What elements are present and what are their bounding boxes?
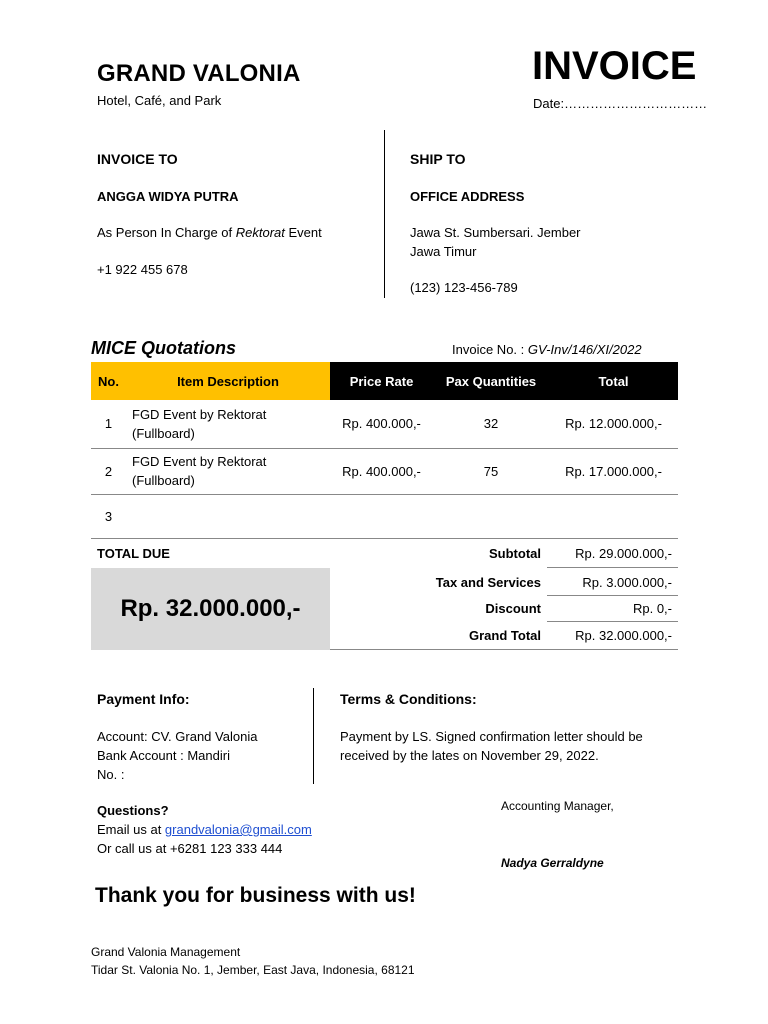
ship-address-line2: Jawa Timur	[410, 244, 477, 259]
client-role-prefix: As Person In Charge of	[97, 225, 236, 240]
invoice-number-value: GV-Inv/146/XI/2022	[527, 342, 642, 357]
row-quantity	[433, 494, 549, 538]
col-total: Total	[549, 362, 678, 400]
company-name: GRAND VALONIA	[97, 60, 301, 87]
col-price: Price Rate	[330, 362, 433, 400]
row-description-line2: (Fullboard)	[132, 425, 195, 441]
payment-bank: Bank Account : Mandiri	[97, 748, 230, 763]
row-quantity: 32	[433, 400, 549, 448]
invoice-title: INVOICE	[532, 44, 697, 88]
payment-account-number: No. :	[97, 767, 125, 782]
grand-total-value: Rp. 32.000.000,-	[575, 628, 672, 643]
col-description: Item Description	[126, 362, 330, 400]
row-description	[126, 448, 330, 494]
grand-total-label: Grand Total	[469, 628, 541, 643]
client-role	[97, 225, 322, 240]
ship-phone: (123) 123-456-789	[410, 280, 518, 295]
questions-email-prefix: Email us at	[97, 822, 165, 837]
questions-phone: Or call us at +6281 123 333 444	[97, 841, 283, 856]
payment-info-heading: Payment Info:	[97, 691, 190, 707]
client-role-event: Rektorat	[235, 225, 285, 240]
row-no: 1	[91, 400, 126, 448]
quotation-title: MICE Quotations	[91, 338, 236, 358]
subtotal-label: Subtotal	[489, 546, 541, 561]
table-header-row	[91, 362, 678, 400]
row-no: 2	[91, 448, 126, 494]
discount-value: Rp. 0,-	[632, 601, 672, 616]
row-total: Rp. 17.000.000,-	[549, 448, 678, 494]
subtotal-value: Rp. 29.000.000,-	[575, 546, 672, 561]
discount-label: Discount	[485, 601, 541, 616]
footer-address: Tidar St. Valonia No. 1, Jember, East Java, Indonesia, 68121	[91, 963, 415, 977]
tax-value: Rp. 3.000.000,-	[582, 575, 672, 590]
table-row	[91, 400, 678, 448]
ship-address-line1: Jawa St. Sumbersari. Jember	[410, 225, 581, 240]
row-description	[126, 494, 330, 538]
ship-to-label: OFFICE ADDRESS	[410, 189, 525, 204]
row-total: Rp. 12.000.000,-	[549, 400, 678, 448]
client-role-suffix: Event	[284, 225, 322, 240]
client-phone: +1 922 455 678	[97, 262, 188, 277]
subtotal-divider	[547, 567, 678, 568]
row-description-line2: (Fullboard)	[132, 473, 195, 488]
total-due-label: TOTAL DUE	[97, 546, 170, 561]
grand-total-divider	[330, 649, 678, 650]
tax-label: Tax and Services	[435, 575, 541, 590]
row-description-line1: FGD Event by Rektorat	[132, 406, 267, 422]
total-due-amount: Rp. 32.000.000,-	[91, 568, 330, 650]
date-field: Date:……………………………	[533, 96, 708, 111]
items-table	[91, 362, 678, 539]
thank-you-message: Thank you for business with us!	[95, 884, 416, 907]
client-name: ANGGA WIDYA PUTRA	[97, 189, 239, 204]
company-tagline: Hotel, Café, and Park	[97, 93, 222, 108]
invoice-to-heading: INVOICE TO	[97, 151, 178, 167]
invoice-number-label: Invoice No. :	[452, 342, 528, 357]
row-description	[126, 400, 330, 448]
questions-heading: Questions?	[97, 803, 169, 818]
tax-divider	[547, 595, 678, 596]
terms-line1: Payment by LS. Signed confirmation letter should be	[340, 729, 643, 744]
terms-heading: Terms & Conditions:	[340, 691, 477, 707]
signature-name: Nadya Gerraldyne	[501, 856, 604, 870]
signature-title: Accounting Manager,	[501, 799, 614, 813]
row-price: Rp. 400.000,-	[330, 400, 433, 448]
table-row	[91, 448, 678, 494]
row-no: 3	[91, 494, 126, 538]
email-link[interactable]: grandvalonia@gmail.com	[164, 822, 312, 837]
row-quantity: 75	[433, 448, 549, 494]
row-price	[330, 494, 433, 538]
col-quantity: Pax Quantities	[433, 362, 549, 400]
row-total	[549, 494, 678, 538]
row-price: Rp. 400.000,-	[330, 448, 433, 494]
table-row	[91, 494, 678, 538]
invoice-number	[452, 342, 642, 357]
payment-account: Account: CV. Grand Valonia	[97, 729, 258, 744]
questions-email	[97, 822, 312, 837]
discount-divider	[547, 621, 678, 622]
footer-company: Grand Valonia Management	[91, 945, 241, 959]
header-divider	[384, 130, 385, 298]
row-description-line1: FGD Event by Rektorat	[132, 454, 267, 469]
ship-to-heading: SHIP TO	[410, 151, 466, 167]
terms-line2: received by the lates on November 29, 2022.	[340, 748, 599, 763]
payment-divider	[313, 688, 314, 784]
col-no: No.	[91, 362, 126, 400]
